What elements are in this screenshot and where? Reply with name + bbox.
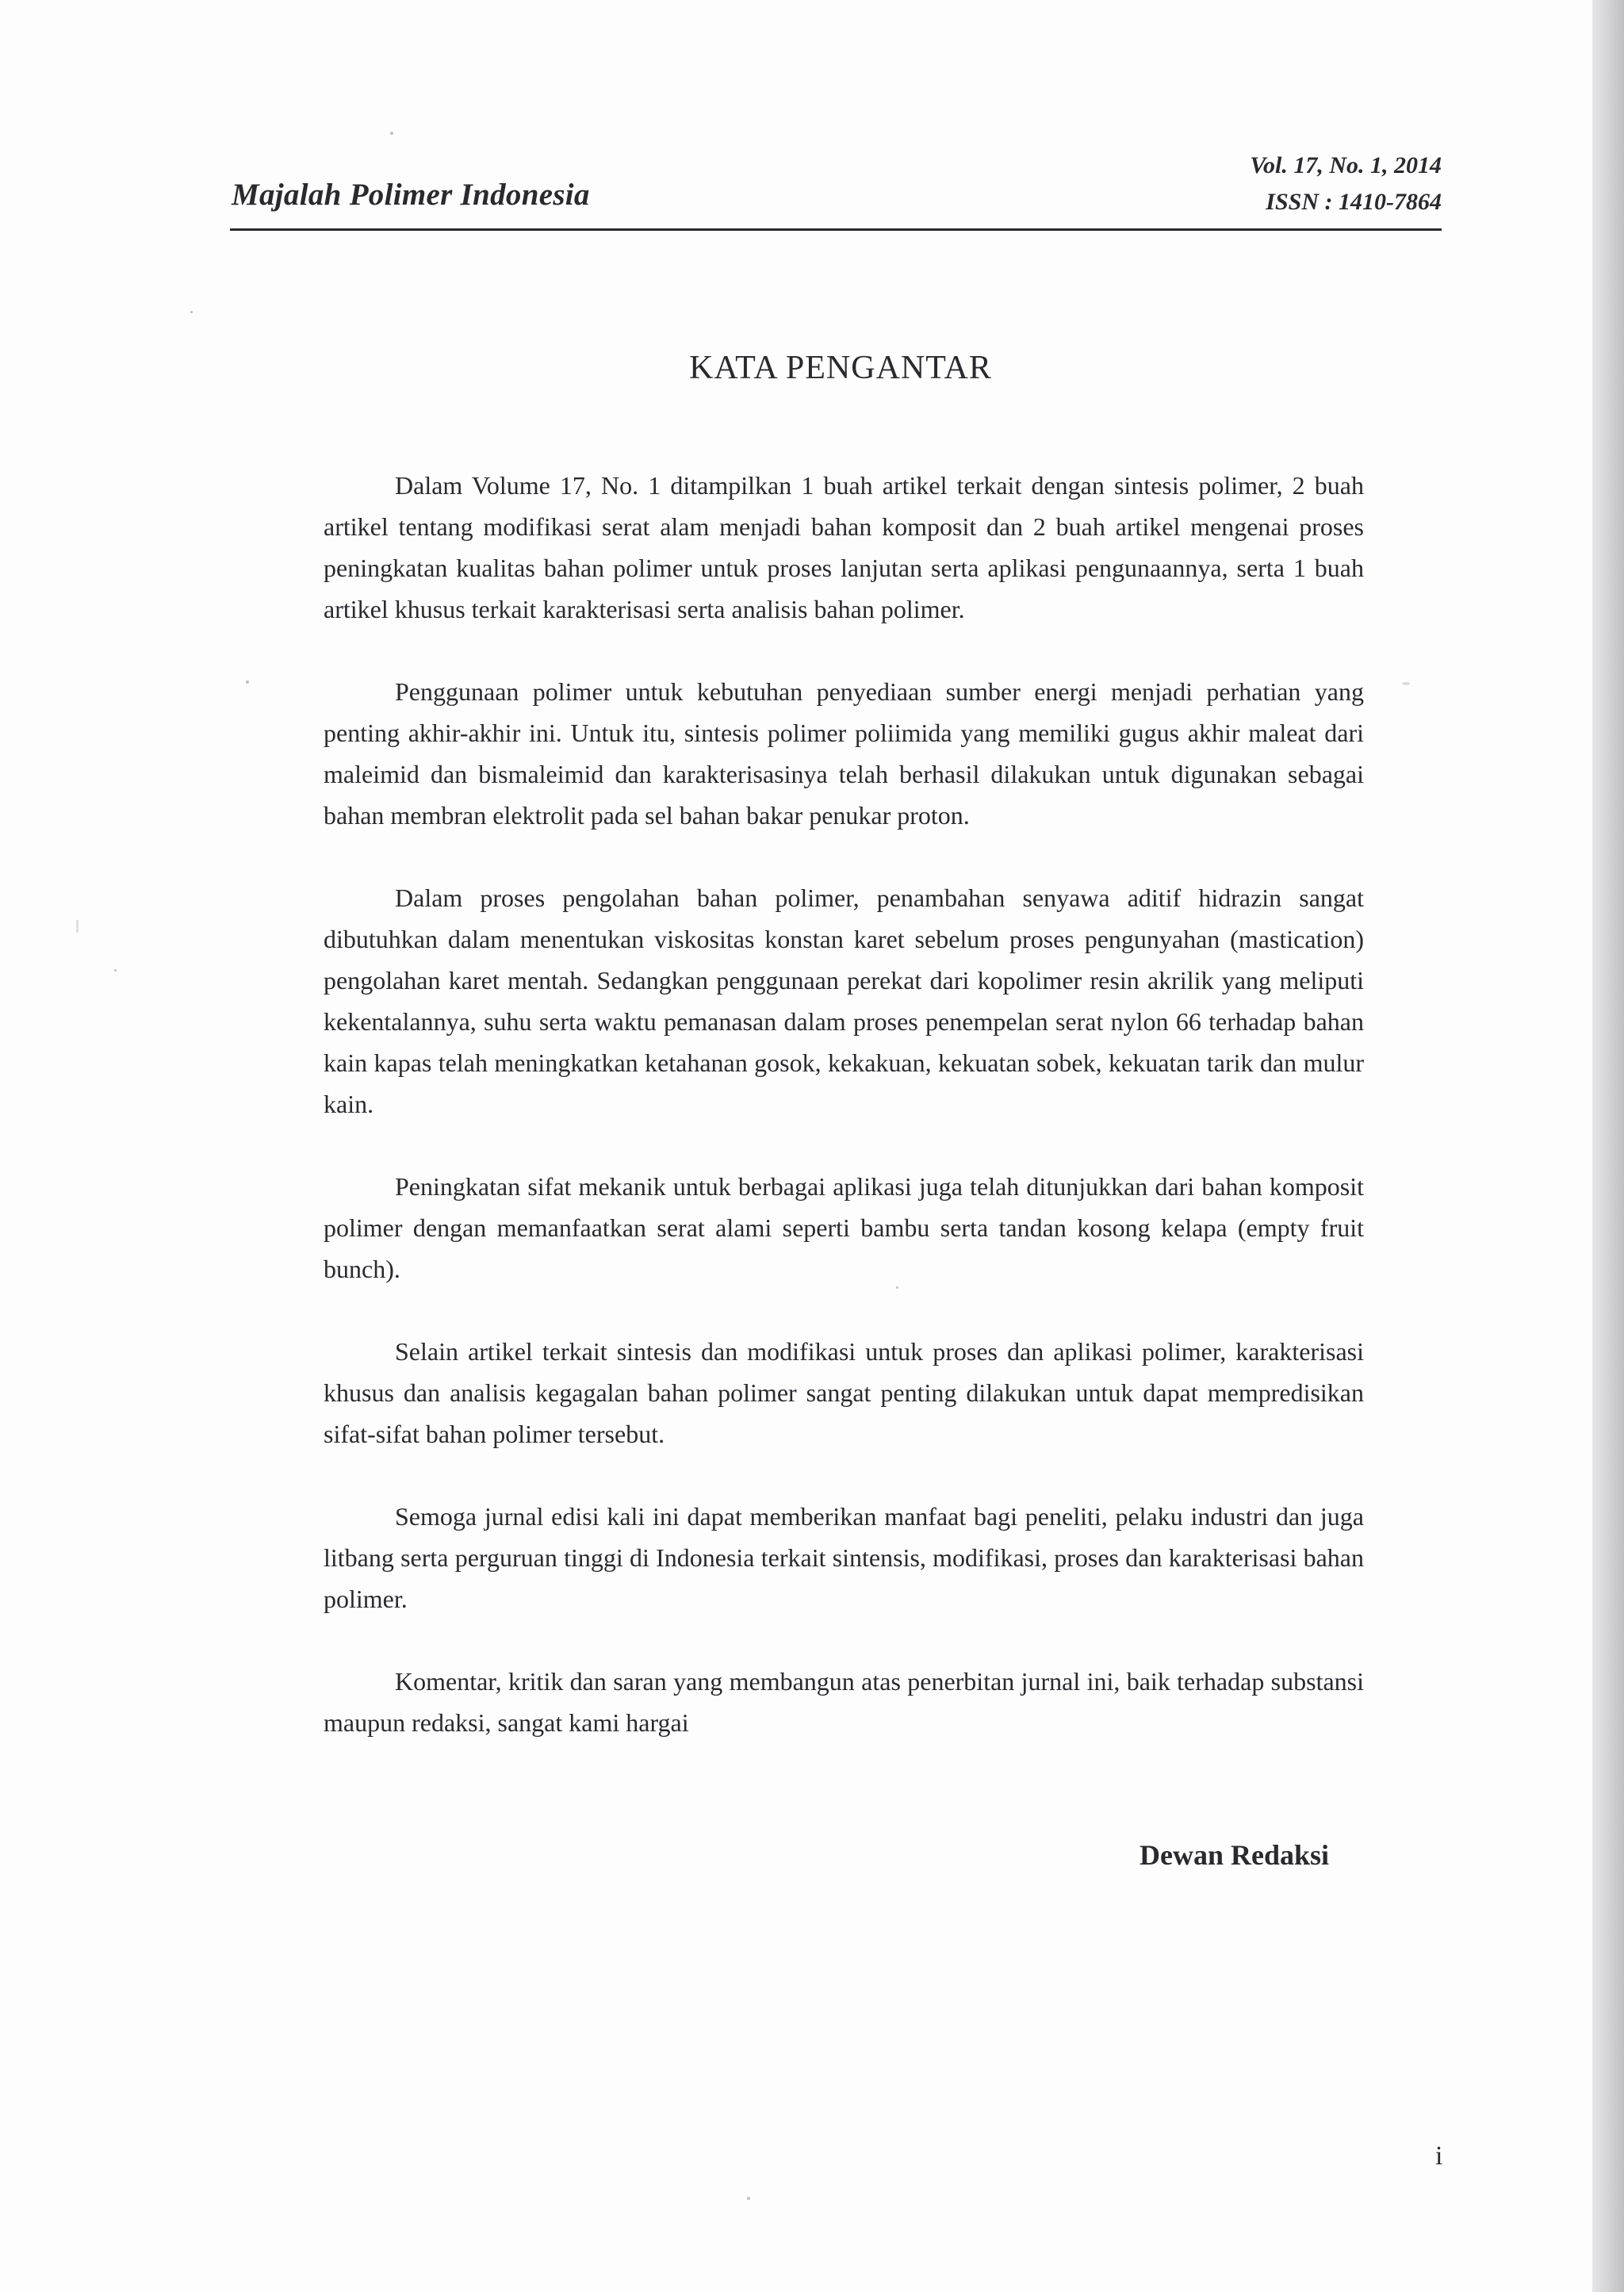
paragraph: Penggunaan polimer untuk kebutuhan penyediaan sumber energi menjadi perhatian yang penting akhir-akhir ini. Untuk itu, sintesis polimer poliimida yang memiliki gugus akhir maleat dari maleimid dan bismaleimid dan karakterisasinya telah berhasil dilakukan untuk digunakan sebagai bahan membran elektrolit pada sel bahan bakar penukar proton. (324, 677, 1364, 830)
body-text (324, 465, 1364, 1784)
scan-speck (114, 969, 117, 972)
scan-speck (747, 2197, 750, 2200)
page-title: KATA PENGANTAR (689, 350, 992, 386)
page-header (230, 148, 1442, 230)
issn: ISSN : 1410-7864 (1266, 189, 1442, 215)
paragraph: Dalam Volume 17, No. 1 ditampilkan 1 buah artikel terkait dengan sintesis polimer, 2 buah artikel tentang modifikasi serat alam menjadi bahan komposit dan 2 buah artikel mengenai proses peningkatan kualitas bahan polimer untuk proses lanjutan serta aplikasi pengunaannya, serta 1 buah artikel khusus terkait karakterisasi serta analisis bahan polimer. (324, 471, 1364, 623)
volume-issue: Vol. 17, No. 1, 2014 (1250, 152, 1442, 178)
scan-speck (1402, 682, 1410, 685)
page-edge (1592, 0, 1624, 2292)
scan-speck (896, 1286, 898, 1289)
paragraph: Selain artikel terkait sintesis dan modifikasi untuk proses dan aplikasi polimer, karakterisasi khusus dan analisis kegagalan bahan polimer sangat penting dilakukan untuk dapat mempredisikan sifat-sifat bahan polimer tersebut. (324, 1337, 1364, 1448)
page-number: i (1435, 2141, 1443, 2171)
journal-name: Majalah Polimer Indonesia (232, 178, 590, 212)
issue-info (1250, 148, 1442, 220)
signature: Dewan Redaksi (1139, 1839, 1329, 1871)
paragraph: Komentar, kritik dan saran yang membangun atas penerbitan jurnal ini, baik terhadap substansi maupun redaksi, sangat kami hargai (324, 1667, 1364, 1737)
paragraph: Peningkatan sifat mekanik untuk berbagai aplikasi juga telah ditunjukkan dari bahan komposit polimer dengan memanfaatkan serat alami seperti bambu serta tandan kosong kelapa (empty fruit bunch). (324, 1172, 1364, 1283)
paragraph: Dalam proses pengolahan bahan polimer, penambahan senyawa aditif hidrazin sangat dibutuhkan dalam menentukan viskositas konstan karet sebelum proses pengunyahan (mastication) pengolahan karet mentah. Sedangkan penggunaan perekat dari kopolimer resin akrilik yang meliputi kekentalannya, suhu serta waktu pemanasan dalam proses penempelan serat nylon 66 terhadap bahan kain kapas telah meningkatkan ketahanan gosok, kekakuan, kekuatan sobek, kekuatan tarik dan mulur kain. (324, 883, 1364, 1118)
scan-speck (190, 311, 193, 313)
scan-speck (246, 680, 249, 684)
scan-speck (390, 132, 393, 135)
scan-speck (76, 920, 79, 933)
paragraph: Semoga jurnal edisi kali ini dapat memberikan manfaat bagi peneliti, pelaku industri dan juga litbang serta perguruan tinggi di Indonesia terkait sintensis, modifikasi, proses dan karakterisasi bahan polimer. (324, 1502, 1364, 1613)
header-rule (230, 228, 1442, 231)
